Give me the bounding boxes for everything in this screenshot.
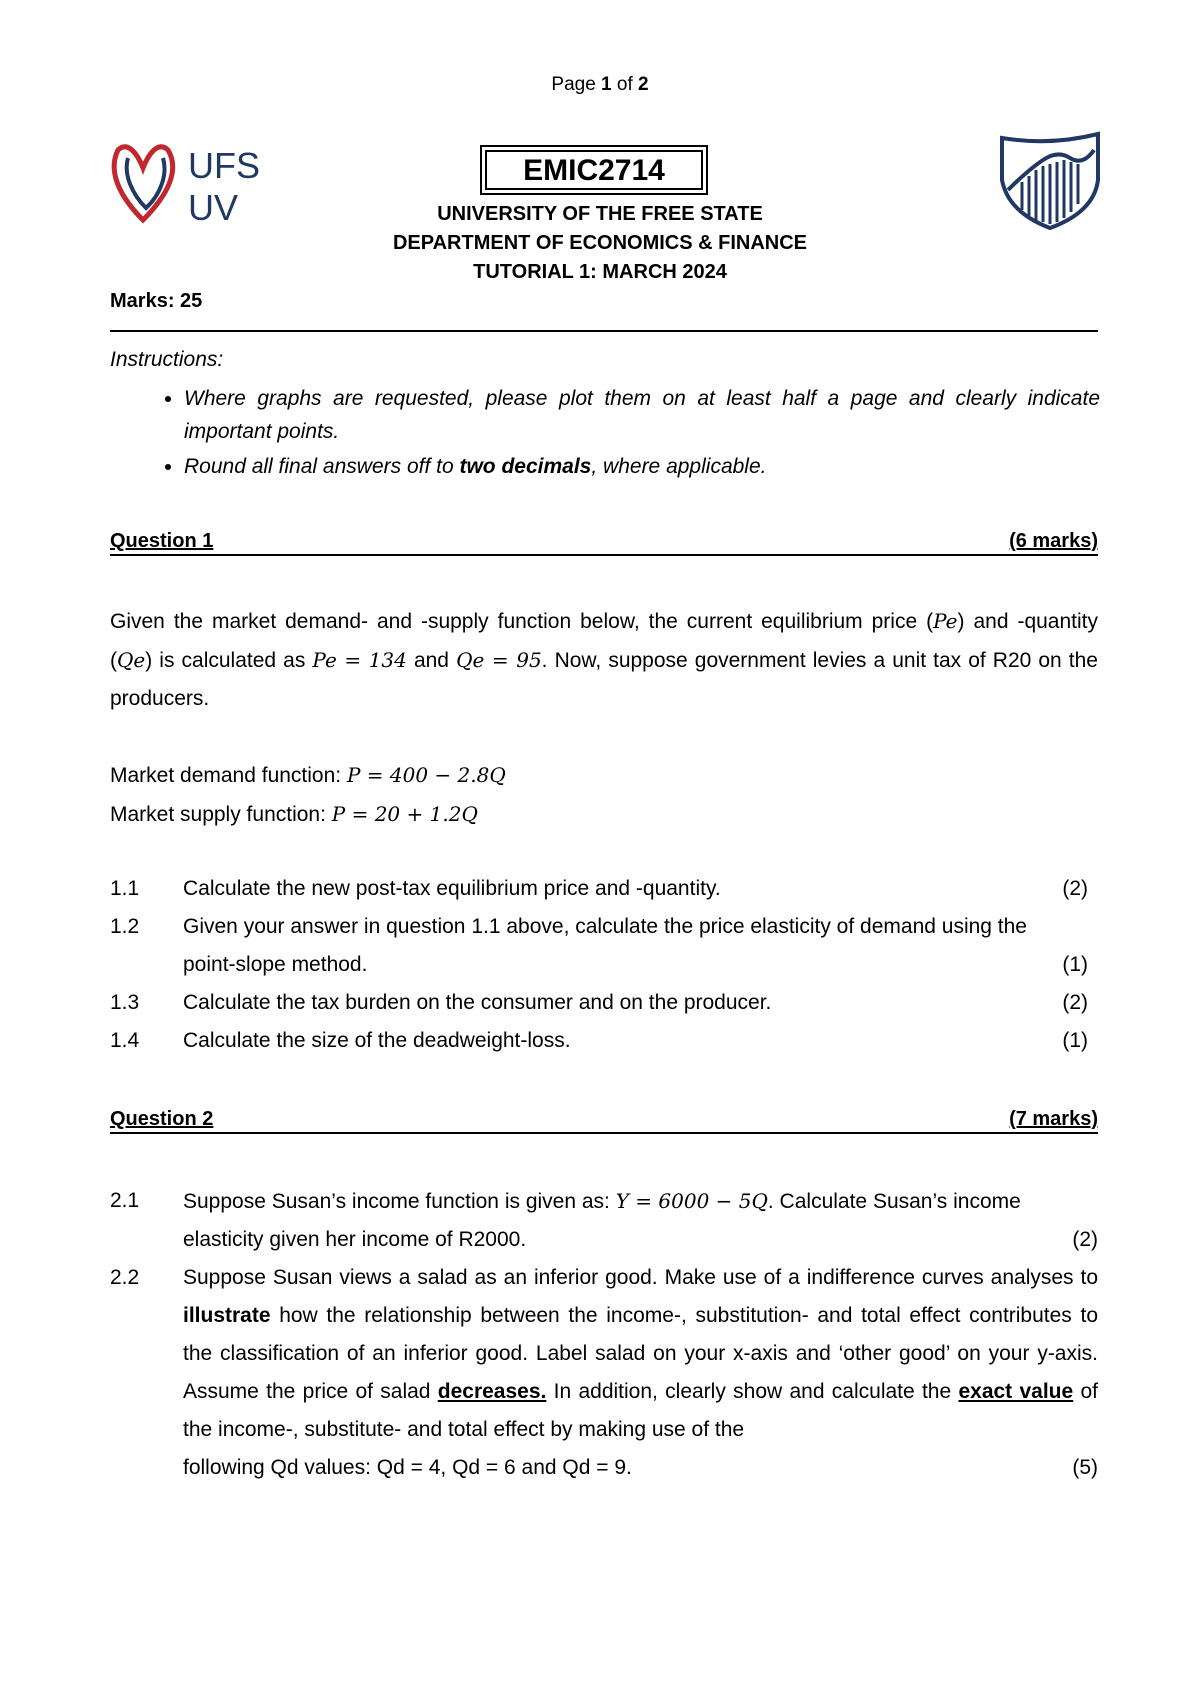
question-2-marks: (7 marks) xyxy=(1009,1108,1098,1130)
document-header xyxy=(0,200,1200,287)
total-marks: Marks: 25 xyxy=(110,290,203,312)
question-item: 1.3 Calculate the tax burden on the consumer and on the producer. (2) xyxy=(110,991,1088,1014)
question-item: 1.4 Calculate the size of the deadweight-loss. (1) xyxy=(110,1029,1088,1052)
svg-text:UFS: UFS xyxy=(188,145,260,186)
question-1-functions xyxy=(110,756,1098,834)
question-1-heading xyxy=(110,530,1098,556)
course-code-box xyxy=(480,145,708,195)
question-2-heading xyxy=(110,1108,1098,1134)
question-item: 2.1 Suppose Susan’s income function is given as: Y = 6000 − 5Q. Calculate Susan’s income elasticity given her income of R2000. (2) xyxy=(110,1189,1098,1251)
department-name: DEPARTMENT OF ECONOMICS & FINANCE xyxy=(392,232,808,254)
instruction-item: • Round all final answers off to two decimals, where applicable. xyxy=(184,450,1100,483)
header-divider xyxy=(110,330,1098,332)
question-item: 1.1 Calculate the new post-tax equilibrium price and -quantity. (2) xyxy=(110,877,1088,900)
question-1-items xyxy=(110,870,1098,1060)
page-number: Page 1 of 2 xyxy=(551,74,649,95)
course-code: EMIC2714 xyxy=(485,150,703,190)
supply-function: Market supply function: P = 20 + 1.2Q xyxy=(110,802,478,826)
question-item: 1.2 Given your answer in question 1.1 above, calculate the price elasticity of demand using the point-slope method. (1) xyxy=(110,915,1088,976)
tutorial-title: TUTORIAL 1: MARCH 2024 xyxy=(473,261,727,283)
svg-text:UV: UV xyxy=(188,187,239,228)
university-name: UNIVERSITY OF THE FREE STATE xyxy=(437,203,763,225)
question-item: 2.2 Suppose Susan views a salad as an inferior good. Make use of a indifference curves analyses to illustrate how the relationship between the income-, substitution- and total effect contributes to the classification of an inferior good. Label salad on your x-axis and ‘other good’ on your y-axis. Assume the price of salad decreases. In addition, clearly show and calculate the exact value of the income-, substitute- and total effect by making use of the following Qd values: Qd = 4, Qd = 6 and Qd = 9. (5) xyxy=(110,1266,1098,1479)
question-2-items xyxy=(110,1182,1098,1487)
question-1-marks: (6 marks) xyxy=(1009,530,1098,552)
demand-function: Market demand function: P = 400 − 2.8Q xyxy=(110,763,506,787)
question-1-intro: Given the market demand- and -supply function below, the current equilibrium price (Pe) and -quantity (Qe) is calculated as Pe = 134 and Qe = 95. Now, suppose government levies a unit tax of R20 on the producers. xyxy=(110,609,1098,710)
question-1-title: Question 1 xyxy=(110,530,214,552)
instruction-item: • Where graphs are requested, please plot them on at least half a page and clearly indicate important points. xyxy=(184,382,1100,448)
question-2-title: Question 2 xyxy=(110,1108,214,1130)
instructions xyxy=(110,348,1100,485)
instructions-title: Instructions: xyxy=(110,348,224,371)
